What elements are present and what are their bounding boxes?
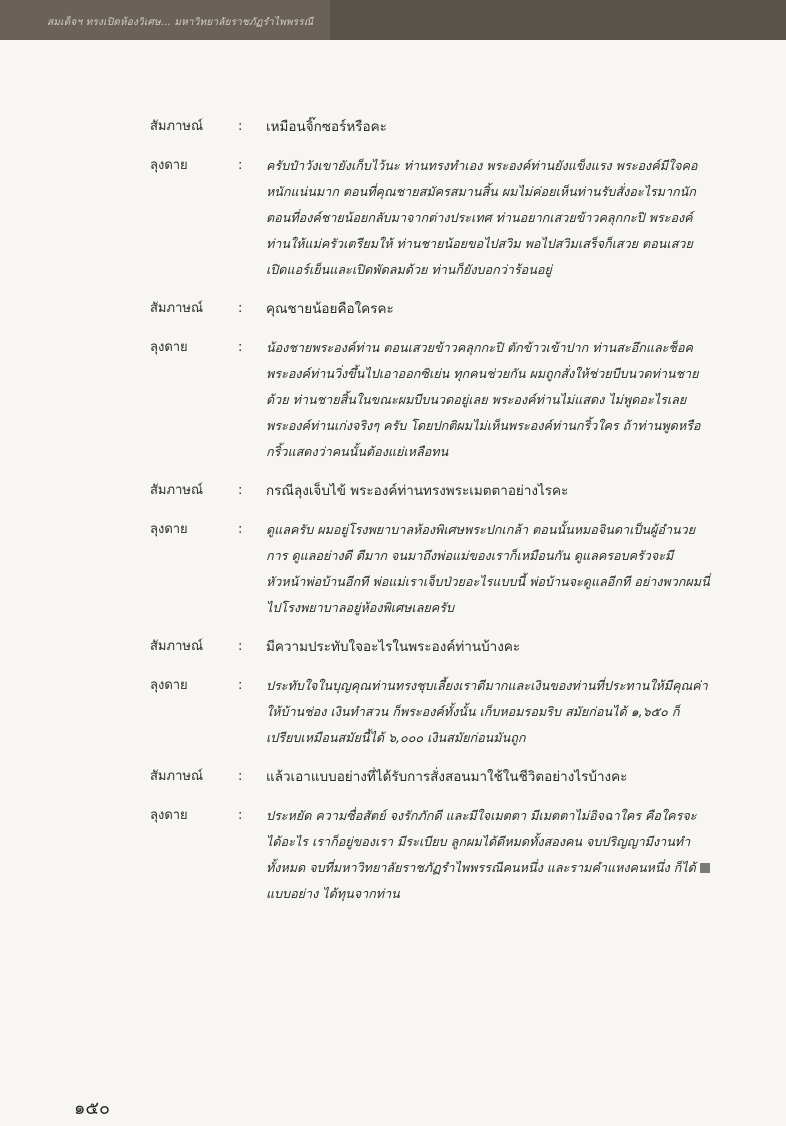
dialogue-row-respondent (150, 335, 710, 465)
dialogue-row-respondent (150, 517, 710, 621)
colon: : (238, 522, 243, 537)
dialogue-row-interviewer (150, 114, 710, 140)
page-number: ๑๕๐ (74, 1098, 111, 1119)
speaker-label: ลุงดาย (150, 340, 188, 355)
question-text: คุณชายน้อยคือใครคะ (266, 301, 394, 317)
interview-transcript (150, 114, 710, 920)
speaker-label: สัมภาษณ์ (150, 483, 204, 498)
running-header (0, 0, 786, 40)
dialogue-row-respondent (150, 803, 710, 907)
answer-text: น้องชายพระองค์ท่าน ตอนเสวยข้าวคลุกกะปิ ตักข้าวเข้าปาก ท่านสะอึกและช็อค พระองค์ท่านวิ่งขึ้นไปเอาออกซิเย่น ทุกคนช่วยกัน ผมถูกสั่งให้ช่วยบีบนวดท่านชายด้วย ท่านชายสิ้นในขณะผมบีบนวดอยู่เลย พระองค์ท่านไม่แสดง ไม่พูดอะไรเลย พระองค์ท่านเก่งจริงๆ ครับ โดยปกติผมไม่เห็นพระองค์ท่านกริ้วใคร ถ้าท่านพูดหรือกริ้วแสดงว่าคนนั้นต้องแย่เหลือทน (266, 340, 701, 459)
answer-text-body: ประหยัด ความซื่อสัตย์ จงรักภักดี และมีใจเมตตา มีเมตตาไม่อิจฉาใคร คือใครจะได้อะไร เราก็อยู่ของเรา มีระเบียบ ลูกผมได้ดีหมดทั้งสองคน จบปริญญามีงานทำทั้งหมด จบที่มหาวิทยาลัยราชภัฏรำไพพรรณีคนหนึ่ง และรามคำแหงคนหนึ่ง ก็ได้แบบอย่าง ได้ทุนจากท่าน (266, 808, 697, 901)
speaker-label: ลุงดาย (150, 158, 188, 173)
speaker-label: สัมภาษณ์ (150, 769, 204, 784)
header-tab (330, 0, 786, 40)
colon: : (238, 301, 243, 316)
dialogue-row-interviewer (150, 634, 710, 660)
dialogue-row-respondent (150, 673, 710, 751)
question-text: กรณีลุงเจ็บไข้ พระองค์ท่านทรงพระเมตตาอย่างไรคะ (266, 483, 569, 499)
answer-text: ครับป๋าวังเขายังเก็บไว้นะ ท่านทรงทำเอง พระองค์ท่านยังแข็งแรง พระองค์มีใจคอหนักแน่นมาก ตอนที่คุณชายสมัครสมานสิ้น ผมไม่ค่อยเห็นท่านรับสั่งอะไรมากนัก ตอนที่องค์ชายน้อยกลับมาจากต่างประเทศ ท่านอยากเสวยข้าวคลุกกะปิ พระองค์ท่านให้แม่ครัวเตรียมให้ ท่านชายน้อยขอไปสวิม พอไปสวิมเสร็จก็เสวย ตอนเสวยเปิดแอร์เย็นและเปิดพัดลมด้วย ท่านก็ยังบอกว่าร้อนอยู่ (266, 158, 698, 277)
speaker-label: ลุงดาย (150, 808, 188, 823)
speaker-label: สัมภาษณ์ (150, 119, 204, 134)
question-text: มีความประทับใจอะไรในพระองค์ท่านบ้างคะ (266, 639, 521, 655)
dialogue-row-interviewer (150, 296, 710, 322)
colon: : (238, 639, 243, 654)
colon: : (238, 769, 243, 784)
question-text: เหมือนจิ๊กซอร์หรือคะ (266, 119, 387, 135)
speaker-label: ลุงดาย (150, 522, 188, 537)
answer-text (266, 803, 710, 907)
dialogue-row-interviewer (150, 478, 710, 504)
speaker-label: สัมภาษณ์ (150, 301, 204, 316)
colon: : (238, 340, 243, 355)
running-header-text: สมเด็จฯ ทรงเปิดห้องวิเศษ... มหาวิทยาลัยราชภัฏรำไพพรรณี (47, 17, 314, 28)
dialogue-row-respondent (150, 153, 710, 283)
question-text: แล้วเอาแบบอย่างที่ได้รับการสั่งสอนมาใช้ในชีวิตอย่างไรบ้างคะ (266, 769, 628, 785)
colon: : (238, 808, 243, 823)
answer-text: ประทับใจในบุญคุณท่านทรงชุบเลี้ยงเราดีมากและเงินของท่านที่ประทานให้มีคุณค่า ให้บ้านช่อง เงินทำสวน ก็พระองค์ทั้งนั้น เก็บหอมรอมริบ สมัยก่อนได้ ๑,๖๕๐ ก็เปรียบเหมือนสมัยนี้ได้ ๖,๐๐๐ เงินสมัยก่อนมันถูก (266, 678, 708, 745)
colon: : (238, 158, 243, 173)
answer-text: ดูแลครับ ผมอยู่โรงพยาบาลห้องพิเศษพระปกเกล้า ตอนนั้นหมอจินดาเป็นผู้อำนวยการ ดูแลอย่างดี ดีมาก จนมาถึงพ่อแม่ของเราก็เหมือนกัน ดูแลครอบครัวจะมีหัวหน้าพ่อบ้านอีกที พ่อแม่เราเจ็บป่วยอะไรแบบนี้ พ่อบ้านจะดูแลอีกที อย่างพวกผมนี่ไปโรงพยาบาลอยู่ห้องพิเศษเลยครับ (266, 522, 710, 615)
dialogue-row-interviewer (150, 764, 710, 790)
colon: : (238, 483, 243, 498)
colon: : (238, 119, 243, 134)
end-of-article-square-icon (700, 863, 710, 873)
speaker-label: สัมภาษณ์ (150, 639, 204, 654)
colon: : (238, 678, 243, 693)
speaker-label: ลุงดาย (150, 678, 188, 693)
